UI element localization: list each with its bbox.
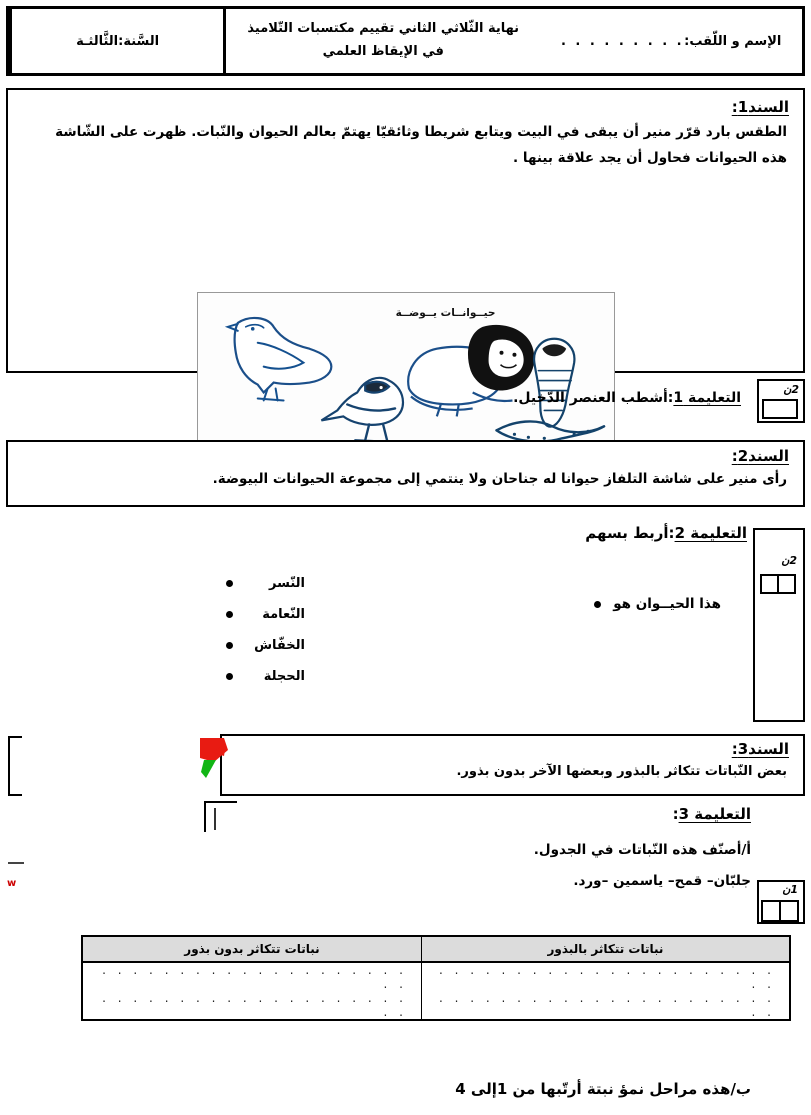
header-name-label: الإسم و اللّقب:: [684, 33, 782, 49]
instruction-2-title: [585, 524, 747, 542]
support-3-text: بعض النّباتات تتكاثر بالبذور وبعضها الآخر بدون بذور.: [456, 764, 787, 779]
score-slot-2[interactable]: [760, 574, 796, 594]
score-slot-3[interactable]: [761, 900, 799, 922]
score-mark-2: 2ن: [781, 554, 797, 567]
support-2-block: [6, 440, 805, 507]
support-1-label: السند1:: [731, 98, 789, 116]
option-label: النّعامة: [262, 607, 305, 622]
table-cell-answer[interactable]: . . . . . . . . . . . . . . . . . . . . . . . .: [421, 962, 790, 991]
animals-illustration: [198, 293, 614, 457]
animals-figure: [197, 292, 615, 457]
angle-artifact-icon: [203, 800, 239, 834]
matching-prompt-label: هذا الحيــوان هو: [613, 596, 721, 612]
header-year-cell: السَّنة:الثَّالثـة: [9, 9, 223, 73]
score-slot-2-left[interactable]: [777, 576, 794, 592]
dash-artifact: [8, 862, 24, 864]
classification-table: [81, 935, 791, 1021]
figure-caption: حيــوانــات يــوضــة: [395, 307, 496, 319]
support-1-block: [6, 88, 805, 373]
score-slot-2-right[interactable]: [762, 576, 777, 592]
matching-option[interactable]: [226, 607, 305, 622]
matching-option[interactable]: [226, 669, 305, 684]
instruction-2-text: :أربط بسهم: [585, 524, 675, 542]
score-mark-1: 2ن: [783, 383, 799, 396]
header-title-line1: نهاية الثّلاثي الثاني تقييم مكتسبات التّلاميذ: [247, 21, 520, 37]
score-box-1: [757, 379, 805, 423]
table-header-without-seeds: نباتات تتكاثر بدون بذور: [82, 936, 421, 962]
header-title-cell: [223, 9, 540, 73]
score-slot-1[interactable]: [762, 399, 798, 419]
instruction-3-plants-list: جلبّان– قمح– ياسمين –ورد.: [573, 873, 751, 889]
score-box-2: [753, 528, 805, 722]
instruction-3-title: [673, 805, 751, 823]
left-bracket-artifact: [8, 736, 22, 796]
header-title-line2: في الإيقاظ العلمي: [322, 44, 444, 59]
instruction-2-head: التعليمة 2: [674, 524, 747, 542]
w-artifact-mark: w: [7, 878, 17, 889]
instruction-2: [81, 524, 751, 719]
instruction-1: [81, 390, 741, 406]
matching-prompt-bullet-icon[interactable]: [594, 601, 601, 608]
classification-table-body: [82, 962, 790, 1020]
header-name-dots: . . . . . . . . .: [560, 33, 685, 49]
flag-artifact-icon: [198, 738, 230, 780]
instruction-3-part-a: أ/أصنّف هذه النّباتات في الجدول.: [533, 842, 751, 858]
option-bullet-icon[interactable]: [226, 611, 233, 618]
table-cell-answer[interactable]: . . . . . . . . . . . . . . . . . . . . . .: [82, 962, 421, 991]
matching-option[interactable]: [226, 576, 305, 591]
instruction-1-text: :أشطب العنصر الدّخيل.: [513, 390, 674, 406]
instruction-3-head: التعليمة 3: [678, 805, 751, 823]
pigeon-icon: [227, 318, 330, 401]
instruction-3-colon: :: [672, 805, 679, 823]
matching-exercise: [81, 576, 751, 716]
option-bullet-icon[interactable]: [226, 580, 233, 587]
option-bullet-icon[interactable]: [226, 642, 233, 649]
instruction-3-part-b: ب/هذه مراحل نمؤ نبتة أرتّبها من 1إلى 4: [455, 1080, 751, 1098]
support-2-text: رأى منير على شاشة التلفاز حيوانا له جناحان ولا ينتمي إلى مجموعة الحيوانات البيوضة.: [212, 471, 787, 487]
option-label: الحجلة: [263, 669, 305, 684]
table-cell-answer[interactable]: . . . . . . . . . . . . . . . . . . . . . .: [82, 991, 421, 1020]
support-2-label: السند2:: [731, 447, 789, 465]
header-name-cell: [540, 9, 802, 73]
support-3-label: السند3:: [731, 740, 789, 758]
table-cell-answer[interactable]: . . . . . . . . . . . . . . . . . . . . . . . .: [421, 991, 790, 1020]
score-box-3: [757, 880, 805, 924]
classification-table-head: [82, 936, 790, 962]
option-bullet-icon[interactable]: [226, 673, 233, 680]
matching-prompt: [594, 596, 721, 612]
score-slot-3-left[interactable]: [779, 902, 797, 920]
table-row: [82, 991, 790, 1020]
table-header-with-seeds: نباتات تتكاثر بالبذور: [421, 936, 790, 962]
option-label: النّسر: [269, 576, 305, 591]
score-slot-3-right[interactable]: [763, 902, 779, 920]
option-label: الخفّاش: [254, 638, 305, 653]
matching-options: [226, 576, 305, 684]
matching-option[interactable]: [226, 638, 305, 653]
sparrow-icon: [321, 378, 403, 442]
table-row: [82, 962, 790, 991]
support-1-text: الطقس بارد قرّر منير أن يبقى في البيت ويتابع شريطا وثائقيّا يهتمّ بعالم الحيوان والنّبات. ظهرت على الشّاشة هذه الحيوانات فحاول أن يجد علاقة بينها .: [55, 124, 787, 166]
score-mark-3: 1ن: [782, 883, 798, 896]
instruction-1-head: التعليمة 1: [673, 390, 741, 406]
header-table: [6, 6, 805, 76]
support-3-block: [220, 734, 805, 796]
table-header-row: [82, 936, 790, 962]
